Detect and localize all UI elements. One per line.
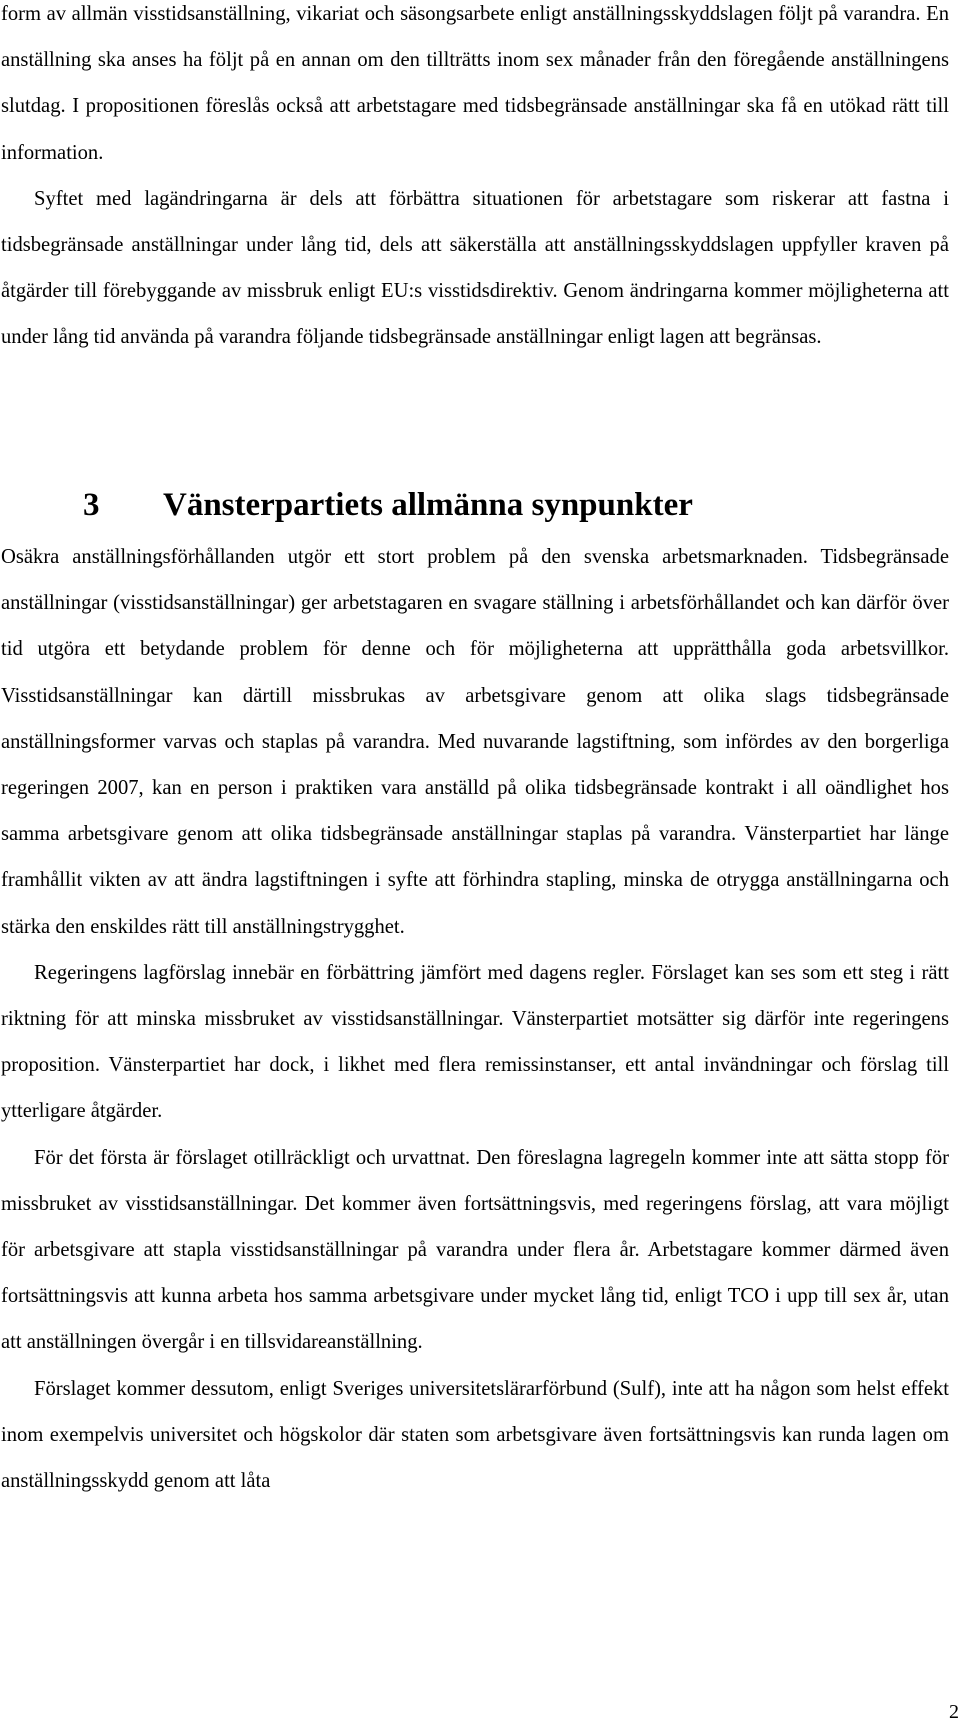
paragraph: form av allmän visstidsanställning, vikariat och säsongsarbete enligt anställningsskyddslagen följt på varandra. En anställning ska anses ha följt på en annan om den tillträtts inom sex månader från den föregående anställningens slutdag. I propositionen föreslås också att arbetstagare med tidsbegränsade anställningar ska få en utökad rätt till information. — [1, 3, 949, 164]
section-title: Vänsterpartiets allmänna synpunkter — [163, 487, 693, 523]
body-text-section — [1, 534, 949, 1504]
paragraph: Osäkra anställningsförhållanden utgör ett stort problem på den svenska arbetsmarknaden. Tidsbegränsade anställningar (visstidsanställningar) ger arbetstagaren en svagare ställning i arbetsförhållandet och kan därför över tid utgöra ett betydande problem för denne och för möjligheterna att upprätthålla goda arbetsvillkor. Visstidsanställningar kan därtill missbrukas av arbetsgivare genom att olika slags tidsbegränsade anställningsformer varvas och staplas på varandra. Med nuvarande lagstiftning, som infördes av den borgerliga regeringen 2007, kan en person i praktiken vara anställd på olika tidsbegränsade kontrakt i all oändlighet hos samma arbetsgivare genom att olika tidsbegränsade anställningar staplas på varandra. Vänsterpartiet har länge framhållit vikten av att ändra lagstiftningen i syfte att förhindra stapling, minska de otrygga anställningarna och stärka den enskildes rätt till anställningstrygghet. — [1, 546, 949, 938]
paragraph: För det första är förslaget otillräckligt och urvattnat. Den föreslagna lagregeln kommer inte att sätta stopp för missbruket av visstidsanställningar. Det kommer även fortsättningsvis, med regeringens förslag, att vara möjligt för arbetsgivare att stapla visstidsanställningar på varandra under flera år. Arbetstagare kommer därmed även fortsättningsvis att kunna arbeta hos samma arbetsgivare under mycket lång tid, enligt TCO i upp till sex år, utan att anställningen övergår i en tillsvidareanställning. — [1, 1146, 949, 1354]
section-number: 3 — [83, 487, 100, 523]
paragraph: Regeringens lagförslag innebär en förbättring jämfört med dagens regler. Förslaget kan ses som ett steg i rätt riktning för att minska missbruket av visstidsanställningar. Vänsterpartiet motsätter sig därför inte regeringens proposition. Vänsterpartiet har dock, i likhet med flera remissinstanser, ett antal invändningar och förslag till ytterligare åtgärder. — [1, 961, 949, 1123]
section-heading — [83, 485, 693, 525]
paragraph: Syftet med lagändringarna är dels att förbättra situationen för arbetstagare som riskerar att fastna i tidsbegränsade anställningar under lång tid, dels att säkerställa att anställningsskyddslagen uppfyller kraven på åtgärder till förebyggande av missbruk enligt EU:s visstidsdirektiv. Genom ändringarna kommer möjligheterna att under lång tid använda på varandra följande tidsbegränsade anställningar enligt lagen att begränsas. — [1, 187, 949, 349]
page-number: 2 — [949, 1701, 959, 1723]
body-text-top — [1, 0, 949, 361]
paragraph: Förslaget kommer dessutom, enligt Sveriges universitetslärarförbund (Sulf), inte att ha någon som helst effekt inom exempelvis universitet och högskolor där staten som arbetsgivare även fortsättningsvis kan runda lagen om anställningsskydd genom att låta — [1, 1377, 949, 1493]
